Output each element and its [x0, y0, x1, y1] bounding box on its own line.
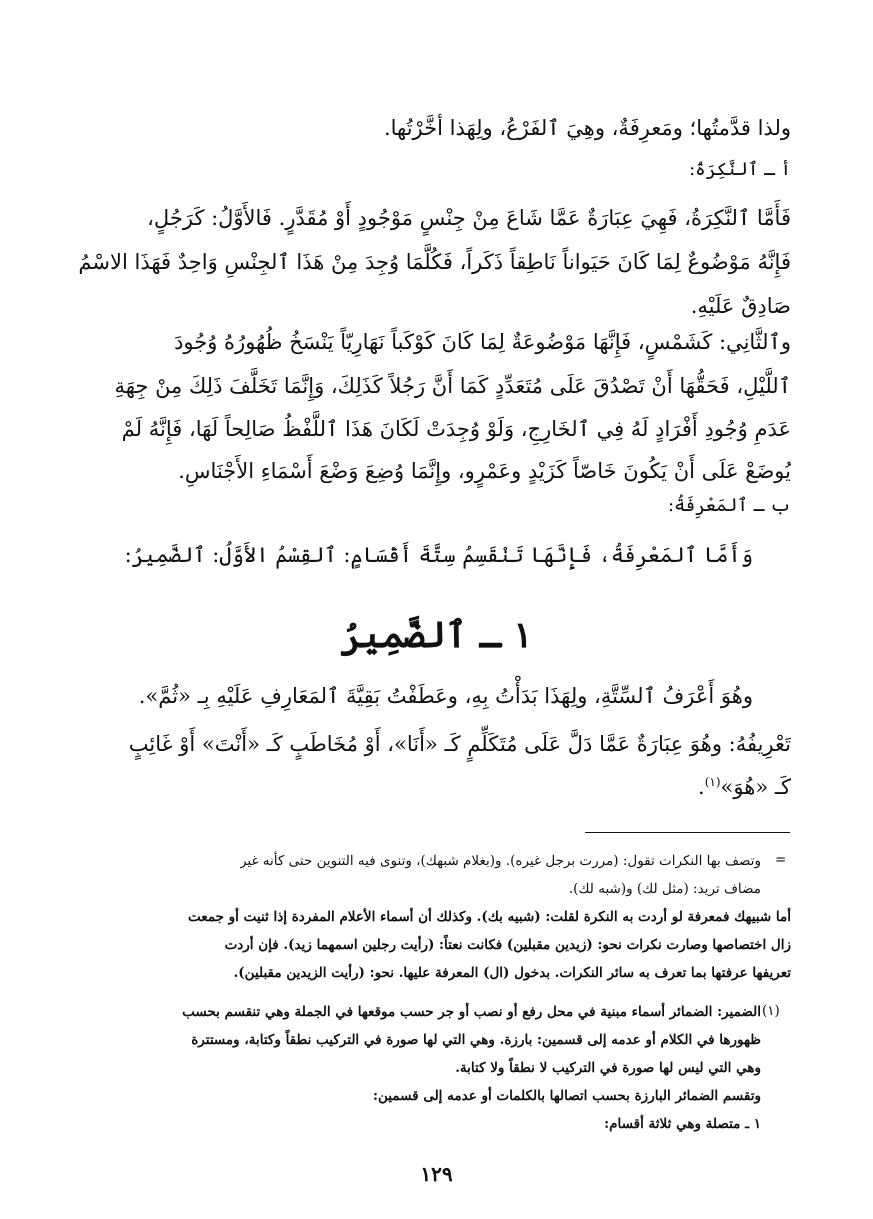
footnote-line: الضمير: الضمائر أسماء مبنية في محل رفع أو نصب أو جر حسب موقعها في الجملة وهي تنقسم بحسب	[182, 1004, 761, 1020]
footnote-reference: (١)	[704, 775, 721, 789]
text-line: وهُوَ أَعْرَفُ ٱلسِّتَّةِ، ولِهَذَا بَدَأْتُ بِهِ، وعَطَفْتُ بَقِيَّةَ ٱلمَعَارِفِ عَلَيْهِ بِـ «ثُمَّ».	[138, 684, 753, 708]
subheading-marifa: ب ـ ٱلمَعْرِفَةُ:	[668, 495, 791, 516]
text-line-with-footnote: كَـ «هُوَ»$^{(١)}$.	[698, 775, 791, 799]
footnote-line: وتصف بها النكرات تقول: (مررت برجل غيره). و(بغلام شبهك)، وتنوى فيه التنوين حتى كأنه غير	[239, 853, 761, 869]
footnote-line: ظهورها في الكلام أو عدمه إلى قسمين: بارزة. وهي التي لها صورة في التركيب نطقاً وكتابة، ومستترة	[191, 1032, 761, 1048]
footnote-line: أما شبيهك فمعرفة لو أردت به النكرة لقلت: (شبيه بك). وكذلك أن أسماء الأعلام المفردة إذا ثنيت أو جمعت	[188, 909, 791, 925]
footnote-marker: (١)	[762, 1003, 780, 1019]
page-number: ١٢٩	[420, 1162, 453, 1186]
text-line: ولذا قدَّمتُها؛ ومَعرِفَةٌ، وهِيَ ٱلفَرْعُ، ولِهَذا أخَّرْتُها.	[383, 116, 791, 140]
text-line: يُوضَعْ عَلَى أَنْ يَكُونَ خَاصّاً كَزَيْدٍ وعَمْرٍو، وإِنَّمَا وُضِعَ وَضْعَ أَسْمَاءِ الأَجْنَاسِ.	[178, 459, 791, 483]
text-line: فَأَمَّا ٱلنَّكِرَةُ، فَهِيَ عِبَارَةٌ عَمَّا شَاعَ مِنْ جِنْسٍ مَوْجُودٍ أَوْ مُقَدَّرٍ. فَالأَوَّلُ: كَرَجُلٍ،	[147, 206, 791, 230]
footnote-line: زال اختصاصها وصارت نكرات نحو: (زيدين مقبلين) فكانت نعتاً: (رأيت رجلين اسمهما زيد). فإن أردت	[224, 937, 791, 953]
footnote-line: تعريفها عرفتها بما تعرف به سائر النكرات. بدخول (ال) المعرفة عليها. نحو: (رأيت الزيدين مقبلين).	[233, 965, 791, 981]
text-line: عَدَمِ وُجُودِ أَفْرَادٍ لَهُ فِي ٱلخَارِجِ، وَلَوْ وُجِدَتْ لَكَانَ هَذَا ٱللَّفْظُ صَالِحاً لَهَا، فَإِنَّهُ لَمْ	[121, 417, 791, 441]
text-line: وٱلثَّانِي: كَشَمْسٍ، فَإِنَّهَا مَوْضُوعَةٌ لِمَا كَانَ كَوْكَباً نَهَارِيّاً يَنْسَخُ ظُهُورُهُ وُجُودَ	[174, 330, 791, 354]
text-fragment: كَـ «هُوَ»	[720, 775, 791, 799]
text-line: تَعْرِيفُهُ: وهُوَ عِبَارَةٌ عَمَّا دَلَّ عَلَى مُتَكَلِّمٍ كَـ «أَنَا»، أَوْ مُخَاطَبٍ كَـ «أَنْتَ» أَوْ غَائِبٍ	[128, 732, 791, 756]
footnote-line: ١ ـ متصلة وهي ثلاثة أقسام:	[604, 1116, 761, 1132]
text-line: ٱللَّيْلِ، فَحَقُّهَا أَنْ تَصْدُقَ عَلَى مُتَعَدِّدٍ كَمَا أَنَّ رَجُلاً كَذَلِكَ، وَإِنَّمَا تَخَلَّفَ ذَلِكَ مِنْ جِهَةِ	[114, 374, 791, 398]
continuation-marker: =	[775, 852, 787, 868]
footnote-separator	[585, 832, 790, 833]
text-line: وَأَمَّا ٱلمَعْرِفَةُ، فَإِنَّهَا تَنْقَسِمُ سِتَّةَ أَقْسَامٍ: ٱلقِسْمُ الأَوَّلُ: ٱلضَّمِيرُ:	[124, 543, 753, 567]
footnote-line: مضاف تريد: (مثل لك) و(شبه لك).	[568, 881, 761, 897]
section-title: ١ ـ ٱلضَّمِيرُ	[340, 614, 533, 656]
text-line: فَإِنَّهُ مَوْضُوعٌ لِمَا كَانَ حَيَواناً نَاطِقاً ذَكَراً، فَكُلَّمَا وُجِدَ مِنْ هَذَا ٱلجِنْسِ وَاحِدٌ فَهَذَا الاسْمُ	[78, 250, 791, 274]
text-line: صَادِقٌ عَلَيْهِ.	[690, 294, 791, 318]
footnote-line: وهي التي ليس لها صورة في التركيب لا نطقاً ولا كتابة.	[455, 1060, 761, 1076]
subheading-nakira: أ ـ ٱلنَّكِرَةُ:	[689, 159, 791, 180]
footnote-line: وتقسم الضمائر البارزة بحسب اتصالها بالكلمات أو عدمه إلى قسمين:	[372, 1088, 761, 1104]
